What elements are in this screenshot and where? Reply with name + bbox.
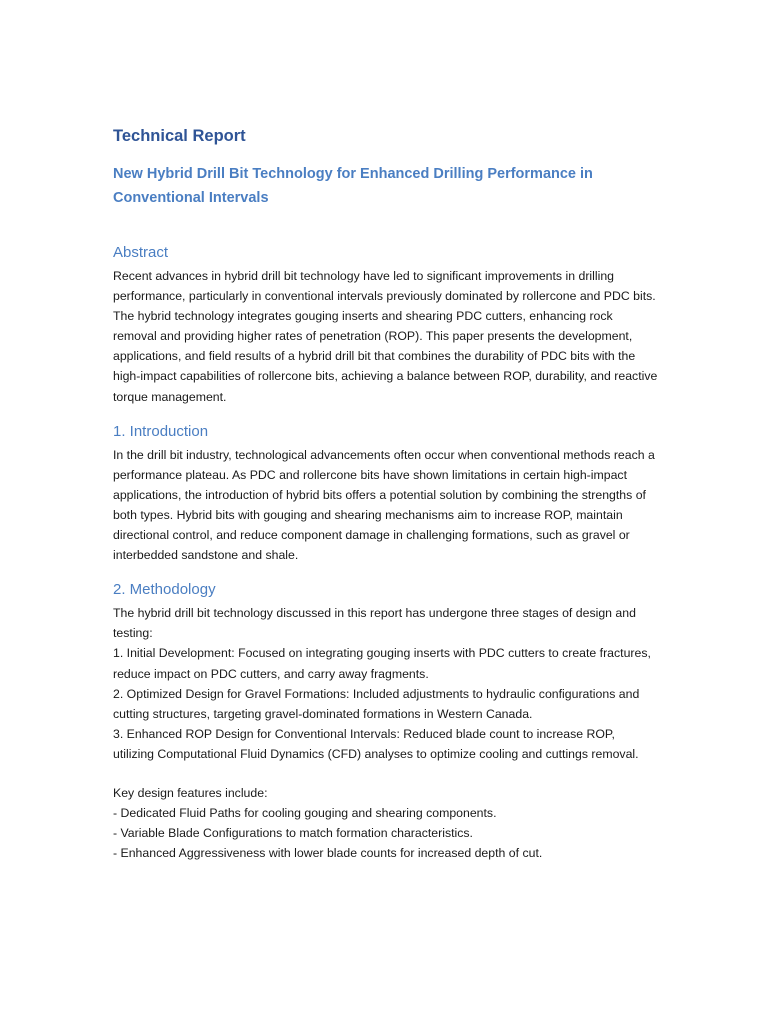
report-label: Technical Report	[113, 127, 246, 145]
feature-item-2: - Variable Blade Configurations to match formation characteristics.	[113, 826, 473, 841]
methodology-stage-1: 1. Initial Development: Focused on integrating gouging inserts with PDC cutters to create fractures, reduce impact on PDC cutters, and carry away fragments.	[113, 646, 651, 681]
feature-item-1: - Dedicated Fluid Paths for cooling gouging and shearing components.	[113, 806, 497, 821]
abstract-section	[113, 242, 658, 407]
features-heading: Key design features include:	[113, 785, 268, 800]
document-title-line-1: New Hybrid Drill Bit Technology for Enhanced Drilling Performance in	[113, 166, 593, 182]
introduction-heading: 1. Introduction	[113, 422, 209, 440]
methodology-stage-2: 2. Optimized Design for Gravel Formations: Included adjustments to hydraulic configurations and cutting structures, targeting gravel-dominated formations in Western Canada.	[113, 686, 640, 721]
document-title	[113, 162, 658, 210]
paragraph-spacer	[113, 764, 658, 783]
abstract-heading: Abstract	[113, 244, 169, 261]
abstract-paragraph: Recent advances in hybrid drill bit technology have led to significant improvements in drilling performance, particularly in conventional intervals previously dominated by rollercone and PDC bits. The hybrid technology integrates gouging inserts and shearing PDC cutters, enhancing rock removal and providing higher rates of penetration (ROP). This paper presents the development, applications, and field results of a hybrid drill bit that combines the durability of PDC bits with the high-impact capabilities of rollercone bits, achieving a balance between ROP, durability, and reactive torque management.	[113, 269, 658, 404]
methodology-intro: The hybrid drill bit technology discussed in this report has undergone three stages of design and testing:	[113, 606, 636, 641]
introduction-section	[113, 421, 658, 566]
document-title-line-2: Conventional Intervals	[113, 190, 269, 206]
methodology-section	[113, 579, 658, 863]
methodology-stage-3: 3. Enhanced ROP Design for Conventional Intervals: Reduced blade count to increase ROP, utilizing Computational Fluid Dynamics (CFD) analyses to optimize cooling and cuttings removal.	[113, 726, 639, 761]
methodology-heading: 2. Methodology	[113, 581, 216, 599]
document-page	[113, 124, 658, 863]
introduction-paragraph: In the drill bit industry, technological advancements often occur when conventional methods reach a performance plateau. As PDC and rollercone bits have shown limitations in certain high-impact applications, the introduction of hybrid bits offers a potential solution by combining the strengths of both types. Hybrid bits with gouging and shearing mechanisms aim to increase ROP, maintain directional control, and reduce component damage in challenging formations, such as gravel or interbedded sandstone and shale.	[113, 447, 655, 563]
feature-item-3: - Enhanced Aggressiveness with lower blade counts for increased depth of cut.	[113, 846, 543, 861]
